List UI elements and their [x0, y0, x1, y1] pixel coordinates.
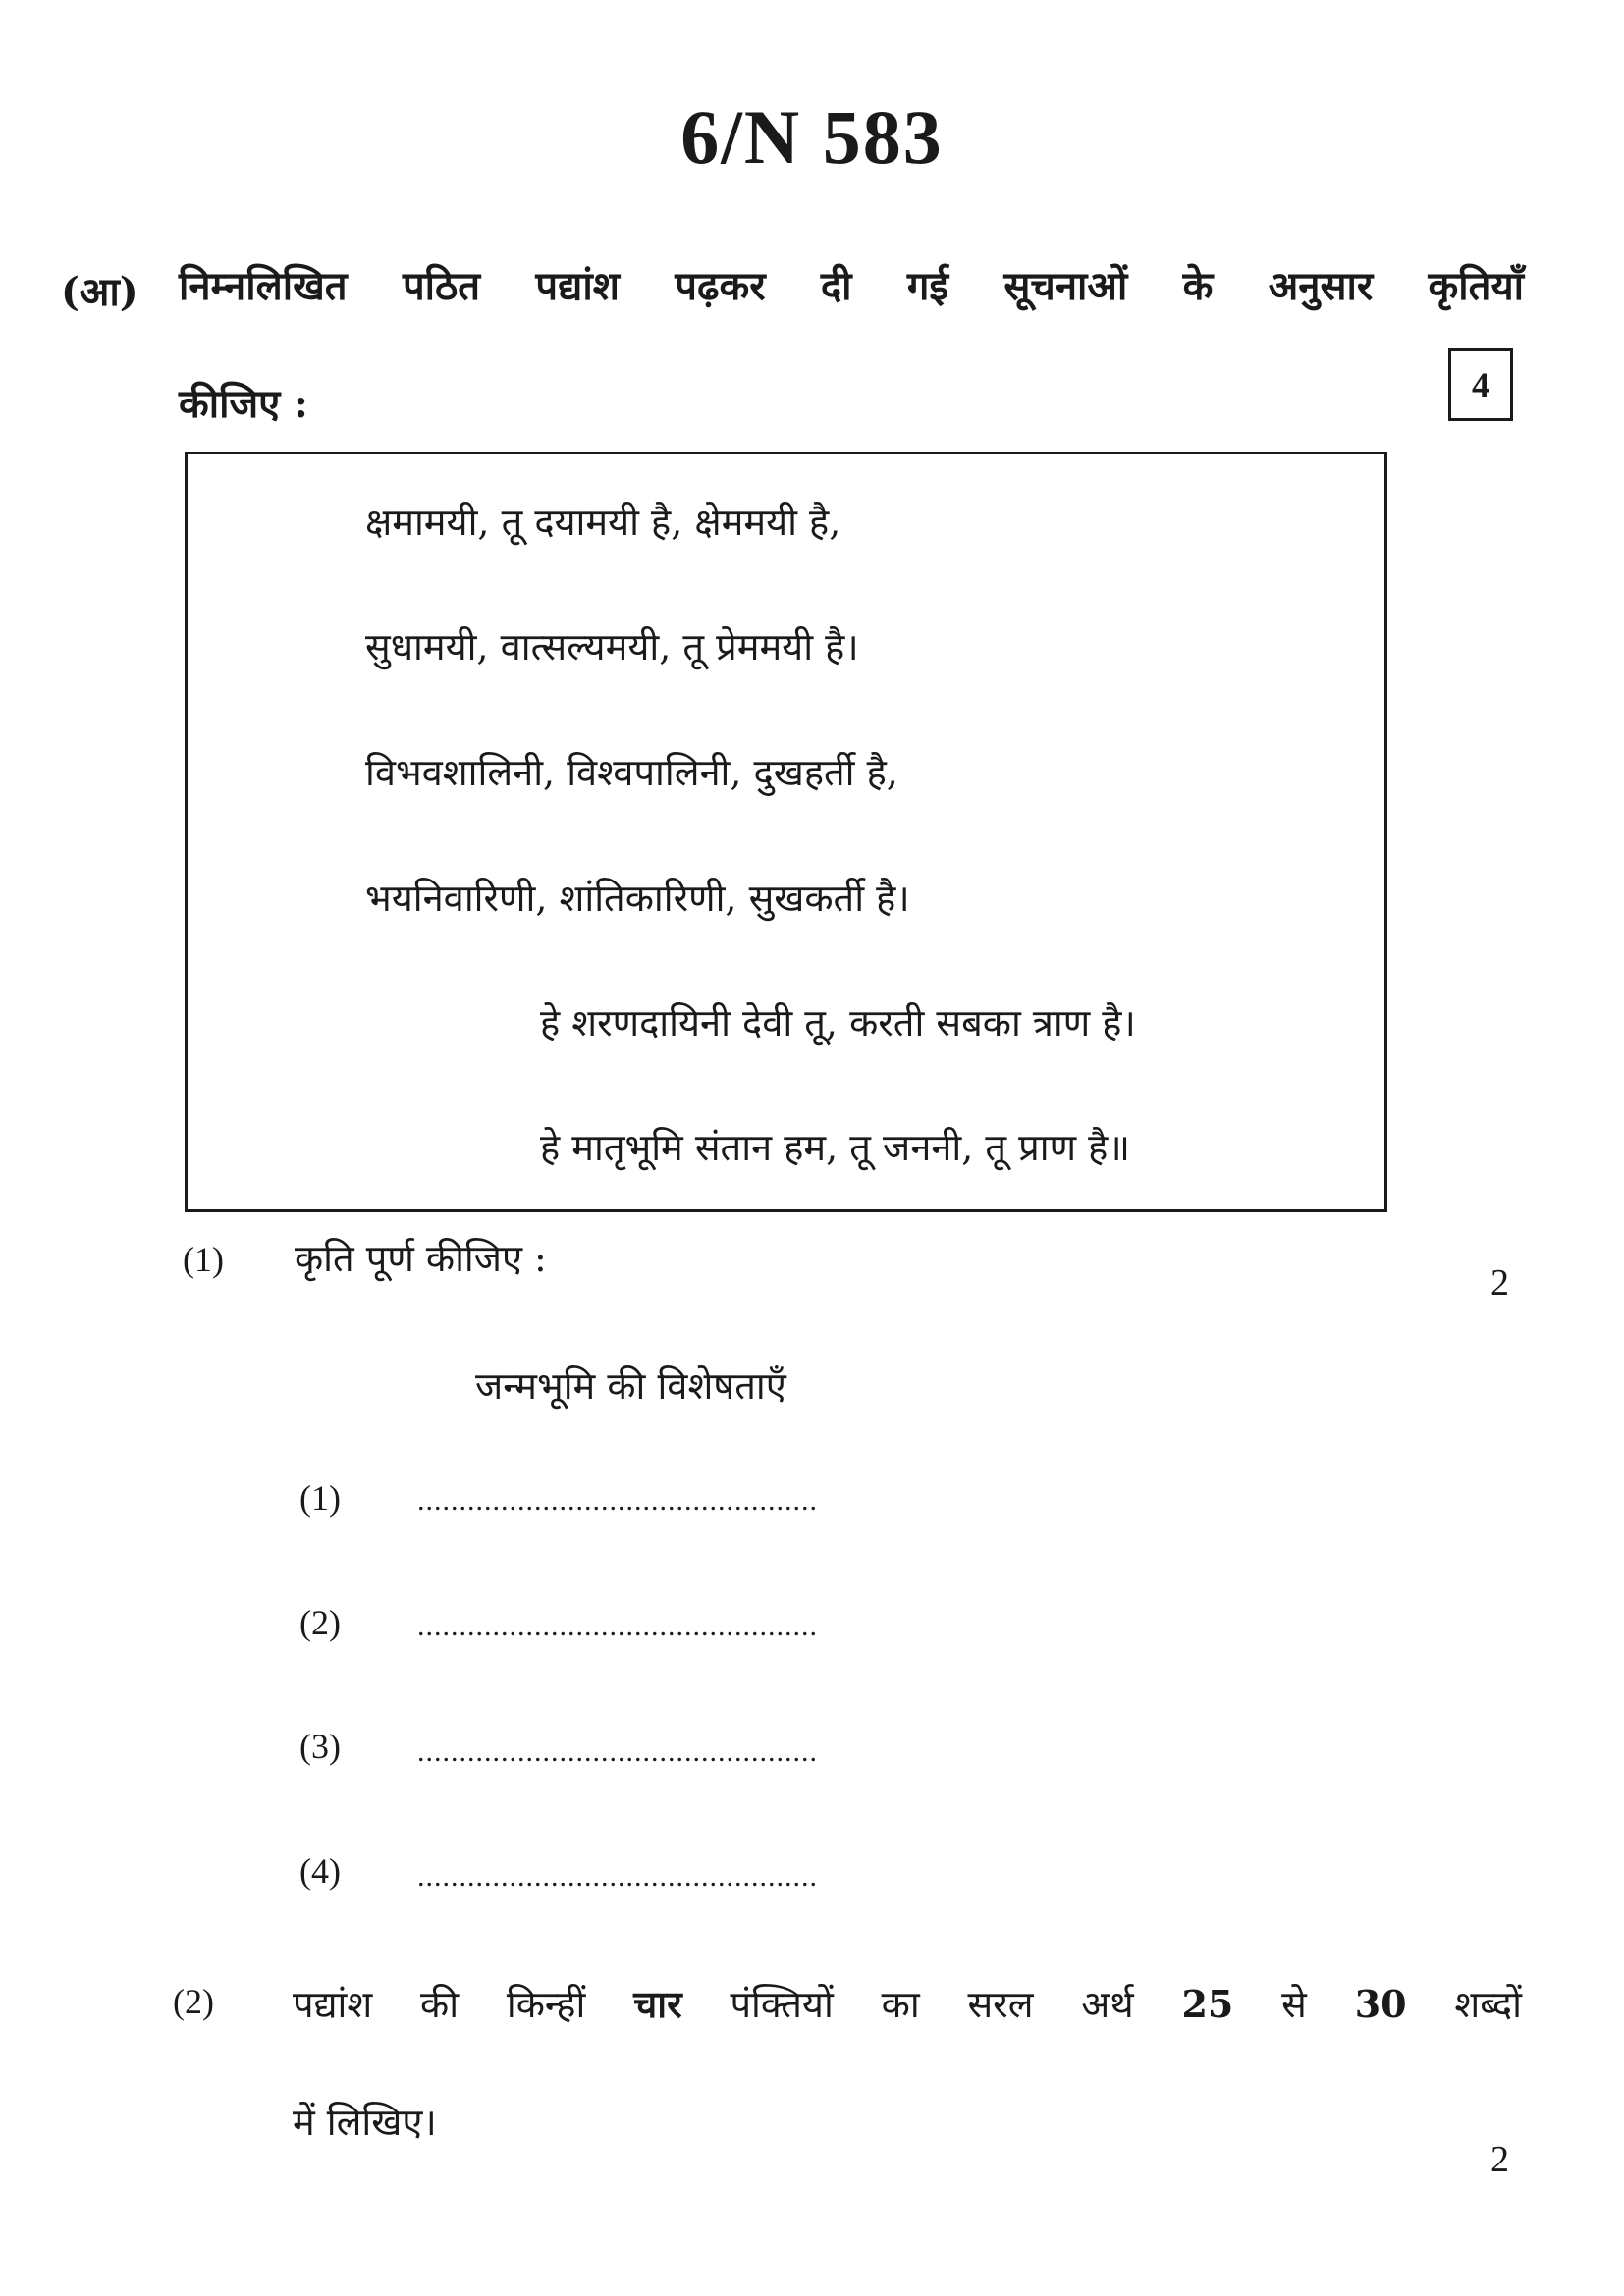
q1-item-number: (1) [299, 1478, 341, 1518]
poem-line: सुधामयी, वात्सल्यमयी, तू प्रेममयी है। [365, 625, 859, 668]
q1-heading: जन्मभूमि की विशेषताएँ [475, 1364, 786, 1408]
poem-line: भयनिवारिणी, शांतिकारिणी, सुखकर्ती है। [365, 877, 910, 920]
q1-number: (1) [183, 1240, 224, 1279]
poem-box [185, 452, 1387, 1212]
section-instruction-line2: कीजिए : [179, 381, 308, 427]
q2-text-line2: में लिखिए। [293, 2101, 437, 2144]
paper-code: 6/N 583 [680, 94, 944, 180]
q2-marks: 2 [1490, 2139, 1509, 2180]
q1-item-number: (3) [299, 1727, 341, 1766]
q2-number: (2) [173, 1982, 214, 2021]
answer-blank-4: ................................................ [417, 1860, 818, 1893]
q2-text-emphasis: चार [633, 1982, 682, 2026]
section-instruction-line1: निम्नलिखित पठित पद्यांश पढ़कर दी गई सूचनाओं के अनुसार कृतियाँ [179, 263, 1524, 309]
poem-line: विभवशालिनी, विश्वपालिनी, दुखहर्ती है, [365, 751, 898, 794]
poem-line: हे शरणदायिनी देवी तू, करती सबका त्राण है। [540, 1001, 1136, 1044]
q2-word-min: 25 [1181, 1982, 1234, 2026]
q1-item-number: (2) [299, 1603, 341, 1642]
answer-blank-2: ................................................ [417, 1610, 818, 1642]
q2-text-part: पंक्तियों का सरल अर्थ [730, 1983, 1134, 2026]
q2-text-part: शब्दों [1454, 1983, 1522, 2026]
answer-blank-3: ................................................ [417, 1735, 818, 1768]
q2-text-part: से [1281, 1983, 1307, 2026]
poem-line: हे मातृभूमि संतान हम, तू जननी, तू प्राण है॥ [540, 1126, 1131, 1169]
q2-text [293, 1978, 1522, 2029]
q1-item-number: (4) [299, 1851, 341, 1891]
q2-word-max: 30 [1354, 1982, 1407, 2026]
answer-blank-1: ................................................ [417, 1484, 818, 1517]
q2-text-part: पद्यांश की किन्हीं [293, 1983, 586, 2026]
q1-marks: 2 [1490, 1262, 1509, 1304]
q1-text: कृति पूर्ण कीजिए : [295, 1237, 547, 1280]
section-label: (आ) [61, 269, 138, 315]
section-marks-box: 4 [1448, 348, 1513, 421]
poem-line: क्षमामयी, तू दयामयी है, क्षेममयी है, [365, 501, 841, 544]
